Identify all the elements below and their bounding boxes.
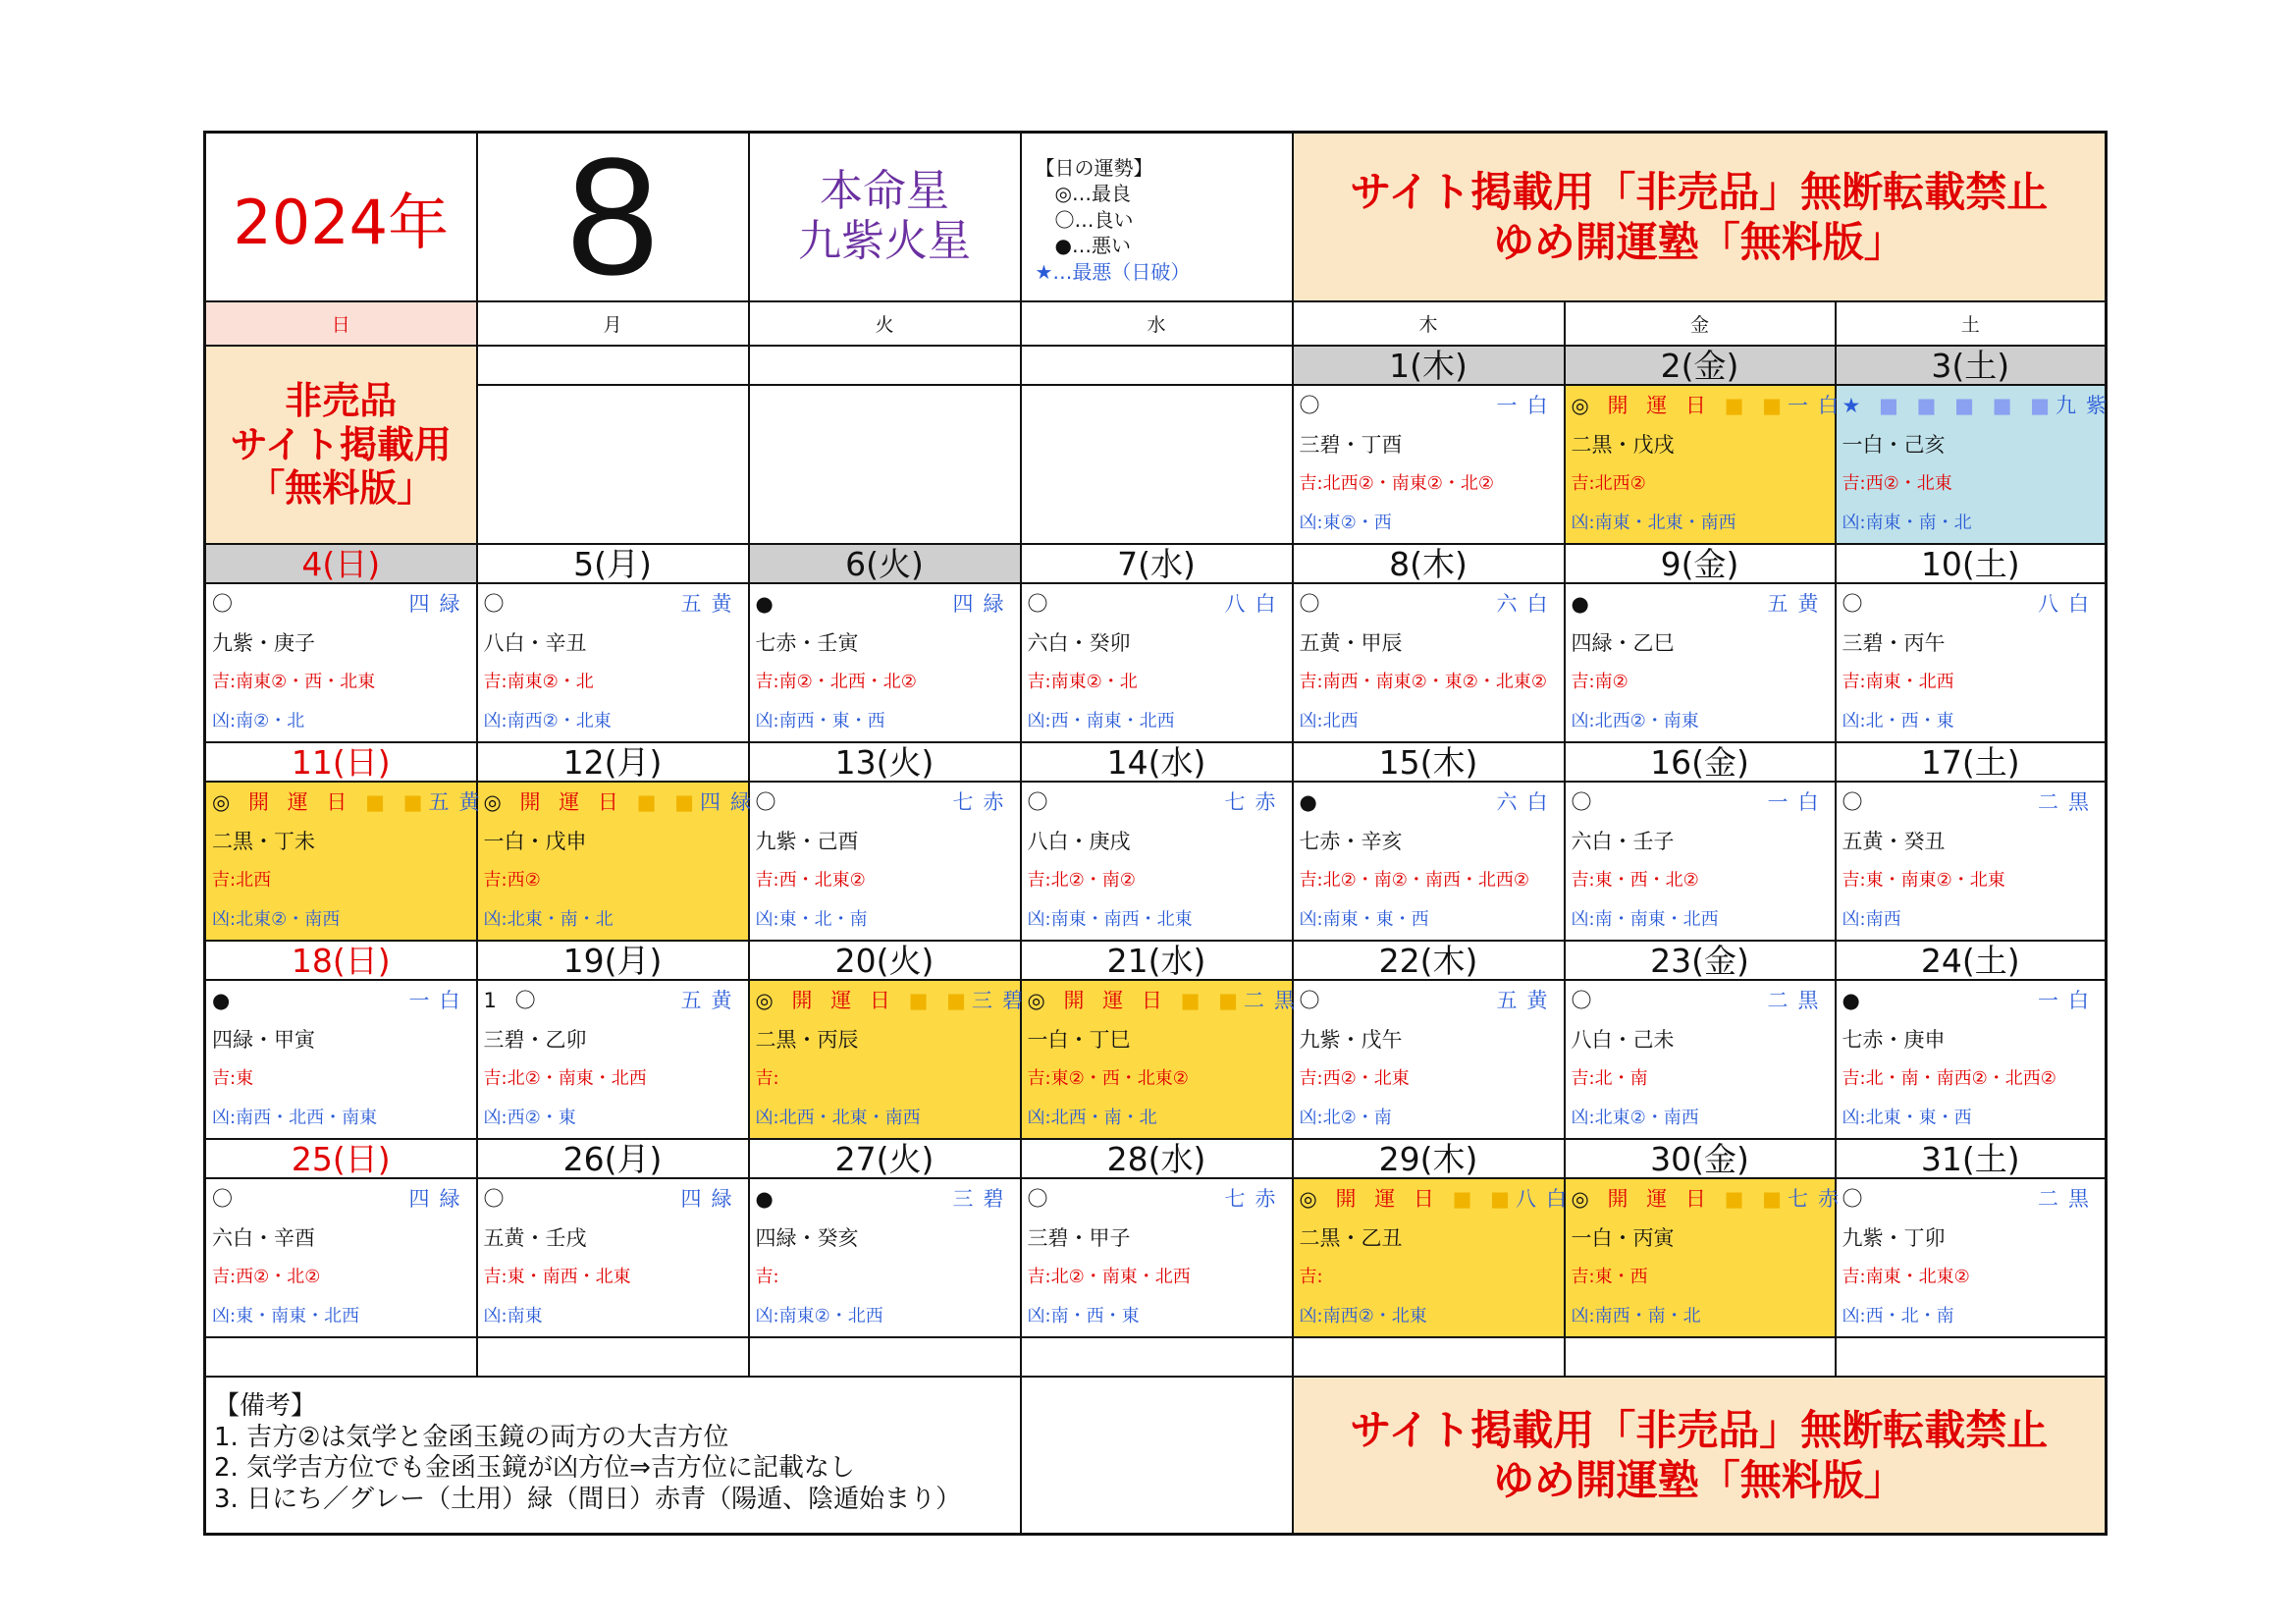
day-cell [749,782,1021,941]
fortune-line [1837,783,2106,822]
day-cell [1565,980,1836,1139]
fortune-line [750,783,1020,822]
month-number: 8 [477,133,749,302]
lucky-directions: 吉:北西 [212,870,272,891]
kanshi: 三碧・丙午 [1842,631,1946,655]
day-header: 25(日) [205,1139,477,1178]
fortune-legend [1021,133,1293,302]
fortune-mark: ◎ 開 運 日 ■ ■ [755,989,972,1012]
weekday-header: 火 [749,301,1021,346]
honmei-star-box [749,133,1021,302]
day-star: 六白 [1496,790,1558,814]
day-cell [1836,385,2116,544]
day-star: 七赤 [1787,1187,1848,1211]
unlucky-directions: 凶:北東②・南西 [1571,1108,1699,1128]
lucky-directions: 吉:西・北東② [755,870,866,891]
fortune-mark: 〇 [1027,1187,1054,1211]
lucky-directions: 吉:西②・北② [212,1267,321,1287]
day-star: 四緑 [680,1187,742,1211]
fortune-line [206,981,476,1020]
fortune-mark: 〇 [1842,1187,1869,1211]
footer-copyright-notice [1293,1377,2107,1534]
day-star: 三碧 [971,989,1033,1012]
day-header: 29(木) [1293,1139,1565,1178]
day-star: 五黄 [428,790,490,814]
kanshi: 五黄・甲辰 [1299,631,1403,655]
day-cell [749,583,1021,742]
fortune-mark: ★ ■ ■ ■ ■ ■ [1842,394,2056,417]
unlucky-directions: 凶:南西 [1842,909,1901,930]
fortune-mark: ● [755,1187,779,1211]
empty-cell [749,1337,1021,1377]
day-star: 七赤 [1224,790,1286,814]
day-cell [205,1178,477,1337]
empty-cell [749,346,1021,385]
kanshi: 六白・癸卯 [1027,631,1131,655]
kanshi: 二黒・乙丑 [1299,1226,1403,1250]
day-star: 五黄 [680,592,742,616]
unlucky-directions: 凶:北東・南・北 [483,909,614,930]
unlucky-directions: 凶:東②・西 [1299,513,1392,533]
legend-good: 〇…良い [1035,207,1134,232]
unlucky-directions: 凶:東・南東・北西 [212,1306,360,1326]
fortune-mark: 〇 [1299,592,1326,616]
kanshi: 二黒・丁未 [212,830,315,853]
day-star: 二黒 [1767,989,1829,1012]
kanshi: 九紫・丁卯 [1842,1226,1946,1250]
kanshi: 二黒・戊戌 [1571,433,1675,457]
fortune-mark: 〇 [1571,989,1598,1012]
day-star: 一白 [1787,394,1848,417]
weekday-header: 日 [205,301,477,346]
day-star: 八白 [1515,1187,1576,1211]
fortune-line [206,584,476,623]
notice-line-1: サイト掲載用「非売品」無断転載禁止 [1350,167,2049,216]
empty-cell [1565,1337,1836,1377]
kanshi: 一白・丁巳 [1027,1028,1131,1052]
note-item: 2. 気学吉方位でも金函玉鏡が凶方位⇒吉方位に記載なし [214,1453,855,1484]
lucky-directions: 吉:東・南西・北東 [483,1267,631,1287]
fortune-mark: ● [755,592,779,616]
day-star: 八白 [1224,592,1286,616]
lucky-directions: 吉:南東②・西・北東 [212,672,376,692]
lucky-directions: 吉:南②・北西・北② [755,672,917,692]
empty-cell [1021,385,1293,544]
unlucky-directions: 凶:西②・東 [483,1108,576,1128]
day-header: 12(月) [477,742,749,782]
fortune-mark: 〇 [1027,592,1054,616]
fortune-line [478,981,748,1020]
kanshi: 九紫・戊午 [1299,1028,1403,1052]
lucky-directions: 吉:南西・南東②・東②・北東② [1299,672,1547,692]
fortune-line [1294,783,1564,822]
kanshi: 五黄・癸丑 [1842,830,1946,853]
day-header: 17(土) [1836,742,2107,782]
lucky-directions: 吉:北②・南② [1027,870,1136,891]
fortune-line [1837,386,2116,425]
kanshi: 三碧・丁酉 [1299,433,1403,457]
day-header: 19(月) [477,941,749,980]
unlucky-directions: 凶:北西・北東・南西 [755,1108,921,1128]
fortune-mark: 〇 [1571,790,1598,814]
day-cell [1021,782,1293,941]
fortune-mark: ◎ 開 運 日 ■ ■ [1027,989,1244,1012]
day-header: 24(土) [1836,941,2107,980]
day-cell [1836,583,2107,742]
empty-cell [749,385,1021,544]
lucky-directions: 吉:北②・南東・北西 [483,1068,647,1089]
fortune-mark: ● [1842,989,1866,1012]
unlucky-directions: 凶:北西 [1299,711,1359,731]
unlucky-directions: 凶:北②・南 [1299,1108,1392,1128]
fortune-line [478,783,761,822]
legend-worst: ★…最悪（日破） [1035,259,1191,284]
nfs-line-3: 「無料版」 [247,466,435,511]
kanshi: 五黄・壬戌 [483,1226,587,1250]
day-star: 三碧 [952,1187,1014,1211]
day-cell [1836,980,2107,1139]
unlucky-directions: 凶:北西②・南東 [1571,711,1699,731]
day-header: 5(月) [477,544,749,583]
day-header: 16(金) [1565,742,1836,782]
not-for-sale-notice [205,346,477,544]
day-star: 一白 [408,989,470,1012]
day-cell [205,583,477,742]
unlucky-directions: 凶:南西②・北東 [1299,1306,1427,1326]
day-star: 四緑 [699,790,761,814]
unlucky-directions: 凶:北・西・東 [1842,711,1954,731]
fortune-mark: ◎ 開 運 日 ■ ■ [1299,1187,1516,1211]
day-cell [1565,583,1836,742]
fortune-mark: 〇 [1299,989,1326,1012]
fortune-mark: ◎ 開 運 日 ■ ■ [1571,394,1788,417]
day-star: 七赤 [1224,1187,1286,1211]
day-star: 二黒 [2038,790,2100,814]
day-cell [477,1178,749,1337]
day-cell [1293,385,1565,544]
day-header: 11(日) [205,742,477,782]
kanshi: 六白・壬子 [1571,830,1675,853]
fortune-mark: ◎ 開 運 日 ■ ■ [212,790,429,814]
weekday-header: 木 [1293,301,1565,346]
fortune-line [1294,981,1564,1020]
empty-cell [1836,1337,2107,1377]
lucky-directions: 吉:西② [483,870,541,891]
lucky-directions: 吉:南② [1571,672,1629,692]
lucky-directions: 吉:北②・南②・南西・北西② [1299,870,1529,891]
day-header: 20(火) [749,941,1021,980]
weekday-header: 水 [1021,301,1293,346]
fortune-line [1566,386,1848,425]
weekday-header: 金 [1565,301,1836,346]
footer-notice-line-2: ゆめ開運塾「無料版」 [1492,1455,1905,1504]
kanshi: 一白・己亥 [1842,433,1946,457]
day-star: 一白 [1767,790,1829,814]
day-cell [1021,980,1305,1139]
fortune-mark: ◎ 開 運 日 ■ ■ [483,790,700,814]
kanshi: 三碧・乙卯 [483,1028,587,1052]
unlucky-directions: 凶:南西・南・北 [1571,1306,1701,1326]
day-star: 六白 [1496,592,1558,616]
day-cell [1293,1178,1576,1337]
fortune-line [1022,981,1305,1020]
weekday-header: 月 [477,301,749,346]
unlucky-directions: 凶:南東②・北西 [755,1306,883,1326]
unlucky-directions: 凶:南東・南・北 [1842,513,1972,533]
kanshi: 七赤・庚申 [1842,1028,1946,1052]
notes-title: 【備考】 [214,1391,317,1421]
note-item: 3. 日にち／グレー（土用）緑（間日）赤青（陽遁、陰遁始まり） [214,1485,962,1515]
honmei-label: 本命星 [820,166,949,217]
day-star: 五黄 [1767,592,1829,616]
day-star: 四緑 [408,1187,470,1211]
day-header: 26(月) [477,1139,749,1178]
day-cell [1293,583,1565,742]
day-star: 五黄 [680,989,742,1012]
day-cell [1836,782,2107,941]
nfs-line-2: サイト掲載用 [230,422,452,466]
day-header: 15(木) [1293,742,1565,782]
day-header: 13(火) [749,742,1021,782]
fortune-line [1022,584,1292,623]
fortune-mark: ● [1299,790,1323,814]
unlucky-directions: 凶:南西・北西・南東 [212,1108,378,1128]
fortune-line [1294,386,1564,425]
kanshi: 一白・丙寅 [1571,1226,1675,1250]
day-cell [1565,1178,1848,1337]
fortune-mark: 〇 [1842,790,1869,814]
day-header: 9(金) [1565,544,1836,583]
fortune-line [750,981,1033,1020]
lucky-directions: 吉:北西② [1571,473,1646,494]
kanshi: 九紫・庚子 [212,631,315,655]
kanshi: 六白・辛酉 [212,1226,315,1250]
weekday-header: 土 [1836,301,2107,346]
day-header: 3(土) [1836,346,2107,385]
lucky-directions: 吉:東・西・北② [1571,870,1699,891]
kanshi: 九紫・己酉 [755,830,859,853]
lucky-directions: 吉:北・南・南西②・北西② [1842,1068,2056,1089]
calendar-table [203,124,2116,1536]
empty-cell [477,385,749,544]
fortune-mark: ● [1571,592,1595,616]
day-header: 21(水) [1021,941,1293,980]
kanshi: 四緑・甲寅 [212,1028,315,1052]
day-cell [477,583,749,742]
lucky-directions: 吉:東 [212,1068,254,1089]
copyright-notice [1293,133,2107,302]
year-label: 2024年 [205,133,477,302]
fortune-line [206,1179,476,1218]
kanshi: 一白・戊申 [483,830,587,853]
day-header: 27(火) [749,1139,1021,1178]
fortune-mark: 〇 [1027,790,1054,814]
notes-box [205,1377,1021,1534]
note-item: 1. 吉方②は気学と金函玉鏡の両方の大吉方位 [214,1422,729,1452]
fortune-line [1566,1179,1848,1218]
day-cell [1565,385,1848,544]
empty-cell [1021,1337,1293,1377]
empty-cell [205,1337,477,1377]
fortune-line [1837,981,2106,1020]
notice-line-2: ゆめ開運塾「無料版」 [1492,218,1905,266]
fortune-line [1022,783,1292,822]
kanshi: 八白・庚戌 [1027,830,1131,853]
unlucky-directions: 凶:南東・南西・北東 [1027,909,1193,930]
nfs-line-1: 非売品 [285,378,398,422]
day-star: 五黄 [1496,989,1558,1012]
empty-cell [1021,1377,1293,1534]
day-star: 九紫 [2055,394,2116,417]
fortune-mark: 〇 [483,592,510,616]
fortune-line [478,584,748,623]
day-cell [1565,782,1836,941]
unlucky-directions: 凶:南西②・北東 [483,711,612,731]
legend-best: ◎…最良 [1035,182,1131,206]
day-star: 八白 [2038,592,2100,616]
kanshi: 七赤・壬寅 [755,631,859,655]
day-cell [1293,782,1565,941]
lucky-directions: 吉:南東②・北 [483,672,594,692]
unlucky-directions: 凶:南東 [483,1306,543,1326]
fortune-mark: ◎ 開 運 日 ■ ■ [1571,1187,1788,1211]
day-star: 四緑 [408,592,470,616]
day-star: 七赤 [952,790,1014,814]
fortune-mark: ● [212,989,237,1012]
lucky-directions: 吉:南東・北東② [1842,1267,1970,1287]
unlucky-directions: 凶:南東・東・西 [1299,909,1429,930]
day-header: 2(金) [1565,346,1836,385]
day-header: 30(金) [1565,1139,1836,1178]
kanshi: 八白・己未 [1571,1028,1675,1052]
kanshi: 四緑・癸亥 [755,1226,859,1250]
lucky-directions: 吉: [1299,1267,1323,1287]
fortune-mark: 〇 [1299,394,1326,417]
fortune-line [478,1179,748,1218]
lucky-directions: 吉:北西②・南東②・北② [1299,473,1494,494]
lucky-directions: 吉: [755,1068,779,1089]
day-header: 7(水) [1021,544,1293,583]
fortune-mark: 1 〇 [483,989,542,1012]
day-header: 14(水) [1021,742,1293,782]
lucky-directions: 吉:北②・南東・北西 [1027,1267,1191,1287]
fortune-line [1294,1179,1576,1218]
footer-notice-line-1: サイト掲載用「非売品」無断転載禁止 [1350,1405,2049,1454]
lucky-directions: 吉:南東②・北 [1027,672,1138,692]
fortune-line [1294,584,1564,623]
unlucky-directions: 凶:南西・東・西 [755,711,885,731]
lucky-directions: 吉:東②・西・北東② [1027,1068,1189,1089]
fortune-line [1566,783,1835,822]
unlucky-directions: 凶:南・西・東 [1027,1306,1140,1326]
day-cell [1293,980,1565,1139]
unlucky-directions: 凶:北東②・南西 [212,909,341,930]
day-header: 6(火) [749,544,1021,583]
lucky-directions: 吉:南東・北西 [1842,672,1954,692]
day-cell [749,980,1033,1139]
fortune-mark: 〇 [1842,592,1869,616]
fortune-line [1837,584,2106,623]
empty-cell [477,346,749,385]
fortune-line [1566,584,1835,623]
unlucky-directions: 凶:西・北・南 [1842,1306,1954,1326]
day-header: 22(木) [1293,941,1565,980]
fortune-mark: 〇 [212,1187,239,1211]
unlucky-directions: 凶:南②・北 [212,711,305,731]
lucky-directions: 吉:北・南 [1571,1068,1648,1089]
kanshi: 三碧・甲子 [1027,1226,1131,1250]
unlucky-directions: 凶:北東・東・西 [1842,1108,1972,1128]
kanshi: 八白・辛丑 [483,631,587,655]
day-header: 1(木) [1293,346,1565,385]
day-header: 4(日) [205,544,477,583]
fortune-mark: 〇 [483,1187,510,1211]
lucky-directions: 吉:西②・北東 [1842,473,1952,494]
day-header: 18(日) [205,941,477,980]
fortune-mark: 〇 [212,592,239,616]
kanshi: 四緑・乙巳 [1571,631,1675,655]
honmei-star: 九紫火星 [798,216,971,266]
fortune-line [750,584,1020,623]
day-star: 一白 [1496,394,1558,417]
unlucky-directions: 凶:西・南東・北西 [1027,711,1175,731]
day-header: 10(土) [1836,544,2107,583]
day-cell [749,1178,1021,1337]
kanshi: 七赤・辛亥 [1299,830,1403,853]
day-cell [205,782,490,941]
lucky-directions: 吉:東・西 [1571,1267,1648,1287]
fortune-line [206,783,490,822]
unlucky-directions: 凶:東・北・南 [755,909,868,930]
empty-cell [1293,1337,1565,1377]
unlucky-directions: 凶:南・南東・北西 [1571,909,1719,930]
fortune-line [1837,1179,2106,1218]
fortune-line [1566,981,1835,1020]
day-star: 一白 [2038,989,2100,1012]
day-header: 28(水) [1021,1139,1293,1178]
lucky-directions: 吉: [755,1267,779,1287]
day-cell [477,782,761,941]
kanshi: 二黒・丙辰 [755,1028,859,1052]
unlucky-directions: 凶:南東・北東・南西 [1571,513,1736,533]
fortune-line [1022,1179,1292,1218]
day-cell [1836,1178,2107,1337]
day-cell [205,980,477,1139]
lucky-directions: 吉:東・南東②・北東 [1842,870,2005,891]
day-star: 四緑 [952,592,1014,616]
day-header: 31(土) [1836,1139,2107,1178]
legend-title: 【日の運勢】 [1035,156,1153,181]
fortune-mark: 〇 [755,790,782,814]
day-cell [1021,583,1293,742]
empty-cell [477,1337,749,1377]
fortune-line [750,1179,1020,1218]
lucky-directions: 吉:西②・北東 [1299,1068,1410,1089]
legend-bad: ●…悪い [1035,234,1131,258]
day-cell [1021,1178,1293,1337]
unlucky-directions: 凶:北西・南・北 [1027,1108,1157,1128]
day-header: 8(木) [1293,544,1565,583]
day-star: 二黒 [1243,989,1305,1012]
day-cell [477,980,749,1139]
empty-cell [1021,346,1293,385]
day-header: 23(金) [1565,941,1836,980]
day-star: 二黒 [2038,1187,2100,1211]
